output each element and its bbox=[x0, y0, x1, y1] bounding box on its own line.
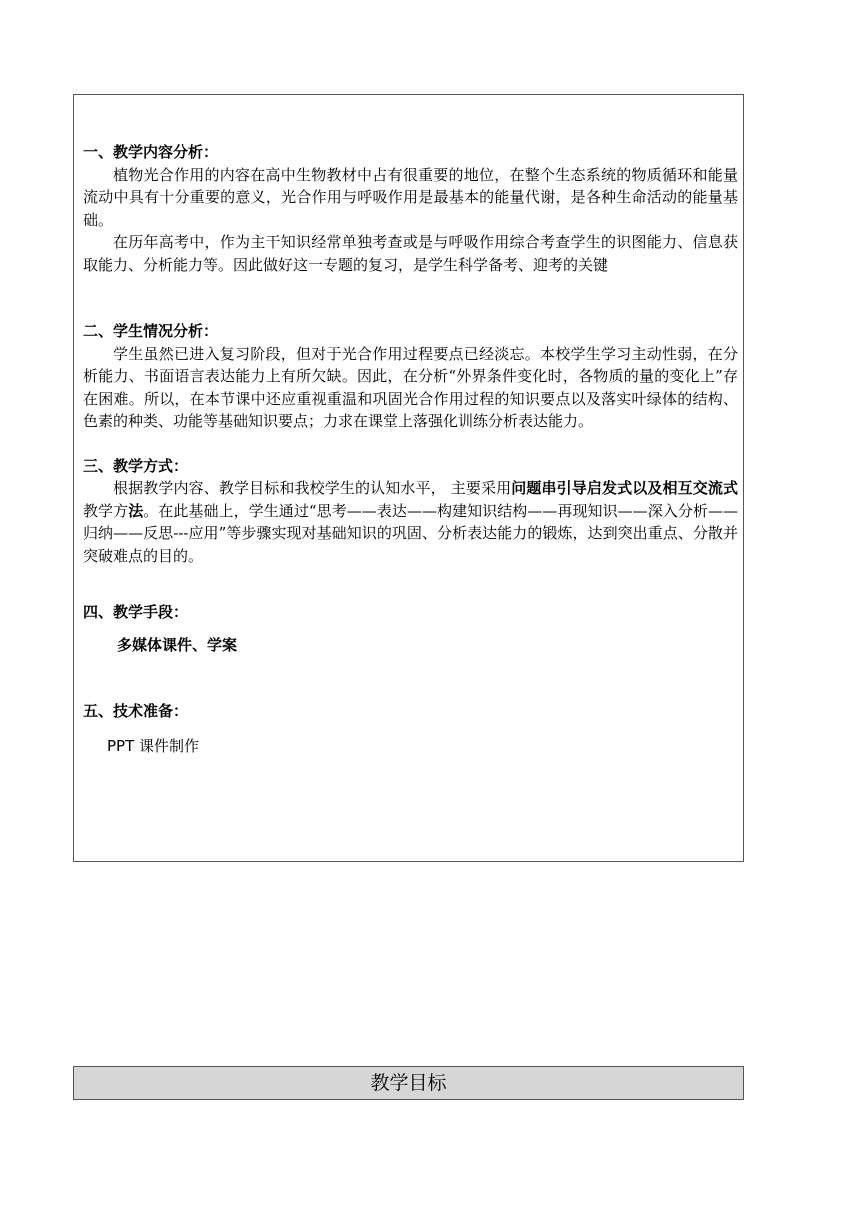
section-2-heading: 二、学生情况分析： bbox=[83, 322, 219, 340]
teaching-objectives-header: 教学目标 bbox=[73, 1066, 744, 1100]
section-5-heading: 五、技术准备： bbox=[83, 702, 189, 720]
section-3-paragraph bbox=[83, 477, 738, 567]
section-2-paragraph: 学生虽然已进入复习阶段，但对于光合作用过程要点已经淡忘。本校学生学习主动性弱，在分析能力、书面语言表达能力上有所欠缺。因此，在分析“外界条件变化时，各物质的量的变化上”存在困难。所以，在本节课中还应重视重温和巩固光合作用过程的知识要点以及落实叶绿体的结构、色素的种类、功能等基础知识要点；力求在课堂上落强化训练分析表达能力。 bbox=[83, 344, 738, 430]
section-3-text-post: 。在此基础上，学生通过“思考——表达——构建知识结构——再现知识——深入分析——归纳——反思---应用”等步骤实现对基础知识的巩固、分析表达能力的锻炼，达到突出重点、分散并突破难点的目的。 bbox=[83, 501, 738, 565]
section-3-text-mid: 教学方 bbox=[83, 501, 129, 520]
section-1-paragraph-2: 在历年高考中，作为主干知识经常单独考查或是与呼吸作用综合考查学生的识图能力、信息获取能力、分析能力等。因此做好这一专题的复习，是学生科学备考、迎考的关键 bbox=[83, 233, 738, 274]
section-1-paragraph-1: 植物光合作用的内容在高中生物教材中占有很重要的地位，在整个生态系统的物质循环和能量流动中具有十分重要的意义，光合作用与呼吸作用是最基本的能量代谢，是各种生命活动的能量基础。 bbox=[83, 165, 738, 229]
section-3-text-pre: 根据教学内容、教学目标和我校学生的认知水平， 主要采用 bbox=[113, 479, 512, 497]
lesson-analysis-box bbox=[73, 94, 744, 862]
section-3-text-bold-1: 问题串引导启发式以及相互交流式 bbox=[511, 479, 738, 497]
section-4-line: 多媒体课件、学案 bbox=[117, 635, 238, 654]
section-3-heading: 三、教学方式： bbox=[83, 456, 189, 475]
section-4-heading: 四、教学手段： bbox=[83, 603, 189, 621]
section-3-text-bold-2: 法 bbox=[128, 501, 144, 520]
lesson-analysis-content bbox=[83, 141, 738, 757]
section-1-heading: 一、教学内容分析： bbox=[83, 143, 219, 161]
section-5-line: PPT 课件制作 bbox=[107, 736, 200, 755]
